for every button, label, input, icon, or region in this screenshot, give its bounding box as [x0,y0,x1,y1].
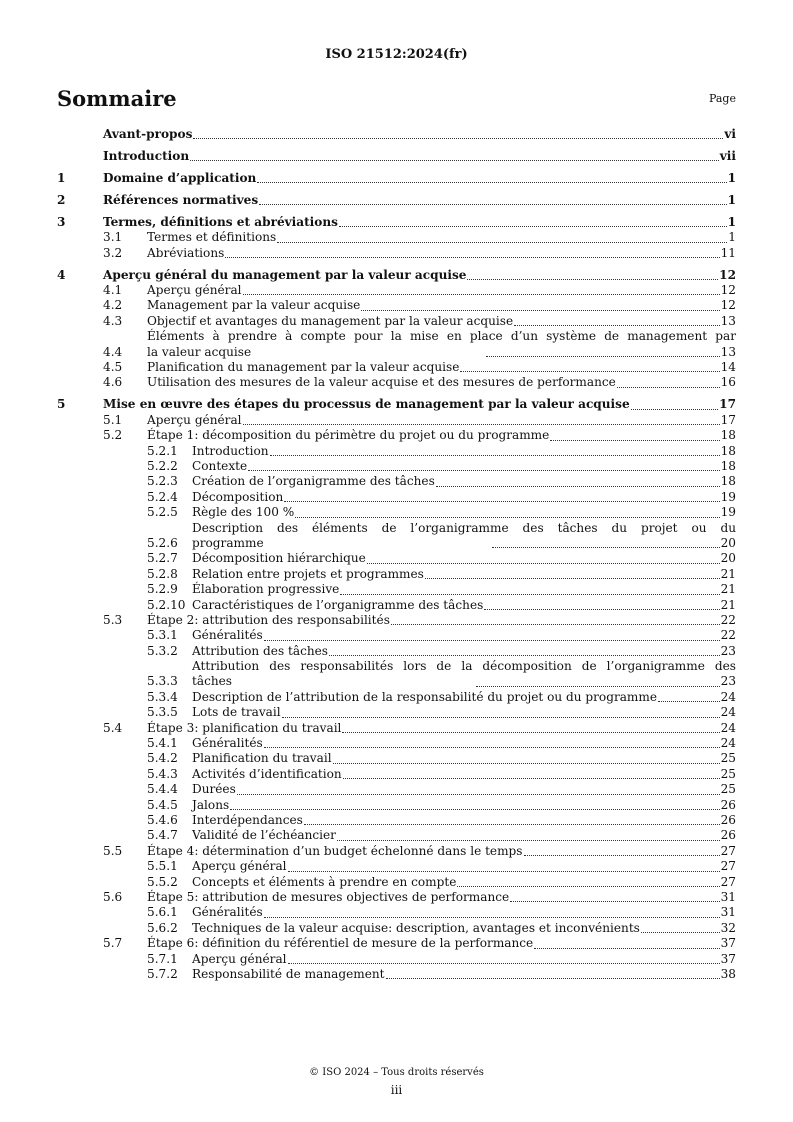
document-header-id: ISO 21512:2024(fr) [325,47,468,62]
dot-leader [492,547,719,548]
toc-entry-number: 2 [57,192,66,207]
dot-leader [190,160,719,161]
toc-entry-number: 4.6 [103,375,123,390]
toc-entry[interactable] [57,444,736,459]
toc-entry-number: 5.3.2 [147,643,178,658]
toc-entry-title: Interdépendances [192,813,303,827]
toc-entry-title: Lots de travail [192,705,281,720]
toc-entry-page: 13 [720,344,737,359]
toc-entry-title: Management par la valeur acquise [147,298,361,313]
toc-entry[interactable] [57,149,736,164]
toc-entry-number: 5.4.4 [147,782,178,797]
dot-leader [524,855,720,856]
toc-entry-page: 17 [720,412,736,427]
dot-leader [333,763,720,764]
dot-leader [329,655,720,656]
toc-entry-number: 5.2.1 [147,443,178,458]
toc-entry-page: 12 [720,283,736,298]
toc-entry-title: Avant-propos [103,126,193,141]
toc-entry-page: 18 [720,428,736,443]
dot-leader [248,470,719,471]
toc-entry-page: 32 [720,920,736,935]
toc-entry-page: 27 [720,859,736,874]
toc-entry-title: Éléments à prendre à compte pour la mise en place d’un système de management par [147,329,736,344]
toc-entry-page: 31 [720,905,736,920]
toc-entry[interactable] [57,628,736,643]
toc-entry-page: 27 [720,874,736,889]
toc-entry-number: 4.1 [103,283,123,298]
toc-entry-title: Aperçu général [147,412,242,427]
toc-entry-number: 5.3.4 [147,689,178,704]
toc-entry[interactable] [57,690,736,705]
dot-leader [510,901,719,902]
dot-leader [343,778,720,779]
toc-entry[interactable] [57,505,736,520]
dot-leader [361,310,719,311]
dot-leader [467,279,718,280]
toc-entry-title: Création de l’organigramme des tâches [192,474,435,489]
toc-entry-number: 5.4.1 [147,736,178,751]
toc-entry[interactable] [57,230,736,245]
toc-entry-number: 5.3.1 [147,628,178,643]
toc-entry-title: Activités d’identification [192,766,342,781]
toc-entry[interactable] [57,598,736,613]
toc-entry[interactable] [57,813,736,828]
toc-entry-number: 5.7.1 [147,951,178,966]
toc-entry[interactable] [57,844,736,859]
dot-leader [460,371,719,372]
toc-entry[interactable] [57,428,736,443]
toc-entry-number: 3 [57,214,66,229]
page-column-label: Page [708,92,736,105]
toc-entry-page: 31 [720,889,736,904]
page-number: iii [390,1083,403,1097]
toc-entry[interactable] [57,193,736,208]
toc-entry-title: Utilisation des mesures de la valeur acquise et des mesures de performance [147,375,616,390]
toc-entry-page: 25 [720,751,736,766]
toc-entry-title: Domaine d’application [103,170,257,185]
toc-entry-number: 4.4 [103,344,123,359]
toc-entry-number: 3.2 [103,245,123,260]
toc-entry-number: 4.2 [103,298,123,313]
toc-entry-number: 5.5.2 [147,874,178,889]
dot-leader [259,204,726,205]
dot-leader [243,294,720,295]
dot-leader [631,409,718,410]
toc-entry[interactable] [57,890,736,905]
toc-entry-title: Étape 2: attribution des responsabilités [147,612,390,627]
toc-entry-title: Durées [192,782,236,797]
toc-entry-title: Généralités [192,905,263,920]
toc-entry-page: 21 [720,582,736,597]
toc-entry-page: 18 [720,443,736,458]
toc-entry[interactable] [57,659,736,690]
toc-entry-title: Étape 1: décomposition du périmètre du projet ou du programme [147,428,550,443]
toc-entry-page: 26 [720,813,736,827]
toc-entry-title-continued: tâches [192,674,232,689]
toc-entry[interactable] [57,767,736,782]
toc-entry[interactable] [57,967,736,982]
toc-entry-page: 18 [720,474,736,489]
toc-entry[interactable] [57,314,736,329]
dot-leader [342,732,719,733]
toc-entry-title: Jalons [192,797,230,812]
toc-entry[interactable] [57,171,736,186]
toc-entry-page: vii [719,148,736,163]
toc-entry-page: 27 [720,843,736,858]
toc-entry-title: Introduction [103,148,190,163]
toc-entry-page: 26 [720,828,736,843]
toc-entry-title: Aperçu général du management par la valeur acquise [103,267,467,282]
toc-entry-number: 5.6 [103,889,123,904]
dot-leader [658,701,720,702]
toc-entry-title-continued: programme [192,535,264,550]
toc-entry-number: 5.3.3 [147,674,178,689]
toc-entry-number: 5.4 [103,720,123,735]
dot-leader [534,948,719,949]
toc-entry-number: 5.1 [103,412,123,427]
dot-leader [282,717,720,718]
toc-entry-title: Aperçu général [192,951,287,966]
toc-entry-title: Responsabilité de management [192,966,385,981]
toc-entry-title: Étape 3: planification du travail [147,720,342,735]
toc-entry-page: 25 [720,782,736,797]
toc-entry-title: Mise en œuvre des étapes du processus de management par la valeur acquise [103,397,630,412]
toc-entry-title: Termes, définitions et abréviations [103,214,338,229]
toc-entry-number: 1 [57,170,66,185]
toc-entry-title: Décomposition hiérarchique [192,551,366,566]
dot-leader [337,840,720,841]
toc-entry-page: 24 [720,736,736,751]
dot-leader [340,594,719,595]
dot-leader [641,932,720,933]
toc-entry-page: 24 [720,720,736,735]
toc-entry-page: 38 [720,966,736,981]
toc-entry[interactable] [57,360,736,375]
dot-leader [339,226,727,227]
dot-leader [230,809,719,810]
toc-entry-title: Introduction [192,443,269,458]
toc-entry[interactable] [57,329,736,360]
toc-entry-page: 20 [720,551,736,566]
table-of-contents [57,127,736,982]
dot-leader [514,325,720,326]
toc-entry-number: 5.2.4 [147,489,178,504]
toc-entry-number: 5.5 [103,843,123,858]
toc-entry-number: 4 [57,267,66,282]
toc-entry-number: 5.4.3 [147,766,178,781]
toc-entry[interactable] [57,705,736,720]
toc-entry-page: 21 [720,566,736,581]
toc-entry[interactable] [57,936,736,951]
dot-leader [391,624,720,625]
toc-entry-number: 5.2.6 [147,535,178,550]
toc-entry[interactable] [57,613,736,628]
toc-entry-page: 14 [720,360,736,375]
toc-entry[interactable] [57,828,736,843]
dot-leader [617,387,720,388]
toc-entry[interactable] [57,859,736,874]
toc-entry-number: 4.3 [103,313,123,328]
dot-leader [304,824,720,825]
toc-entry[interactable] [57,751,736,766]
toc-entry-page: 12 [720,298,736,313]
dot-leader [367,563,720,564]
toc-entry-number: 5.2.9 [147,582,178,597]
toc-entry-page: 18 [720,458,736,473]
dot-leader [243,424,720,425]
toc-entry[interactable] [57,397,736,412]
toc-entry-title: Attribution des tâches [192,643,329,658]
toc-entry-title: Aperçu général [147,283,242,298]
dot-leader [425,578,720,579]
toc-entry-title: Règle des 100 % [192,505,295,520]
toc-entry-title: Décomposition [192,489,284,504]
dot-leader [476,686,719,687]
toc-entry-page: 37 [720,951,736,966]
dot-leader [288,963,720,964]
toc-entry-number: 5.2.5 [147,505,178,520]
toc-entry-number: 5.4.5 [147,797,178,812]
toc-entry-title-continued: la valeur acquise [147,344,252,359]
toc-entry-title: Généralités [192,628,263,643]
dot-leader [386,978,720,979]
toc-entry-page: 22 [720,628,736,643]
dot-leader [288,871,720,872]
toc-entry-number: 5.6.1 [147,905,178,920]
dot-leader [484,609,719,610]
toc-entry-page: 23 [720,674,737,689]
toc-entry[interactable] [57,474,736,489]
toc-entry-number: 5.7 [103,936,123,951]
toc-entry-page: 24 [720,689,736,704]
dot-leader [193,138,723,139]
toc-entry[interactable] [57,298,736,313]
toc-entry-page: 23 [720,643,736,658]
toc-entry[interactable] [57,644,736,659]
dot-leader [270,455,720,456]
toc-entry-number: 4.5 [103,360,123,375]
toc-entry-page: 24 [720,705,736,720]
dot-leader [550,440,719,441]
toc-entry-title: Généralités [192,736,263,751]
toc-entry-title: Étape 6: définition du référentiel de mesure de la performance [147,936,534,951]
toc-entry-page: 19 [720,505,736,520]
toc-entry-number: 5.2.3 [147,474,178,489]
toc-entry-title: Abréviations [147,245,225,260]
toc-entry-number: 5.4.2 [147,751,178,766]
toc-entry[interactable] [57,921,736,936]
toc-entry-page: 13 [720,313,736,328]
dot-leader [284,501,719,502]
toc-entry-page: 25 [720,766,736,781]
toc-entry-title: Termes et définitions [147,230,277,245]
toc-entry-page: 11 [720,245,736,260]
toc-entry[interactable] [57,798,736,813]
dot-leader [237,794,720,795]
toc-entry[interactable] [57,567,736,582]
toc-entry[interactable] [57,459,736,474]
toc-entry-number: 5.2.7 [147,551,178,566]
toc-entry[interactable] [57,490,736,505]
toc-entry-title: Étape 4: détermination d’un budget échelonné dans le temps [147,843,523,858]
dot-leader [457,886,719,887]
dot-leader [264,747,720,748]
toc-entry-title: Objectif et avantages du management par la valeur acquise [147,313,514,328]
toc-entry-number: 5.2 [103,428,123,443]
toc-entry-title: Description de l’attribution de la responsabilité du projet ou du programme [192,689,658,704]
toc-entry-title: Attribution des responsabilités lors de la décomposition de l’organigramme des [192,659,736,674]
toc-entry-number: 5.2.8 [147,566,178,581]
dot-leader [277,242,727,243]
toc-entry[interactable] [57,268,736,283]
toc-entry-page: 1 [727,192,736,207]
toc-entry-page: vi [724,126,736,141]
toc-entry-page: 1 [728,230,736,245]
toc-entry-page: 37 [720,936,736,951]
dot-leader [486,356,720,357]
toc-entry[interactable] [57,721,736,736]
toc-entry[interactable] [57,375,736,390]
toc-entry-title: Élaboration progressive [192,582,340,597]
toc-entry-number: 5.6.2 [147,920,178,935]
toc-entry[interactable] [57,127,736,142]
toc-entry[interactable] [57,782,736,797]
toc-entry[interactable] [57,736,736,751]
toc-entry-number: 5.3 [103,612,123,627]
dot-leader [225,257,719,258]
dot-leader [436,486,720,487]
toc-entry-number: 5.2.10 [147,597,186,612]
toc-entry[interactable] [57,551,736,566]
toc-title: Sommaire [57,86,177,111]
toc-entry-number: 5.4.7 [147,828,178,843]
toc-entry[interactable] [57,215,736,230]
toc-entry-number: 5.4.6 [147,813,178,827]
toc-entry[interactable] [57,413,736,428]
toc-entry-page: 17 [719,397,736,412]
toc-entry-page: 22 [720,612,736,627]
dot-leader [264,640,720,641]
toc-entry-title: Techniques de la valeur acquise: description, avantages et inconvénients [192,920,640,935]
toc-entry[interactable] [57,283,736,298]
toc-entry-number: 5.5.1 [147,859,178,874]
toc-entry-title: Validité de l’échéancier [192,828,336,843]
toc-entry-page: 21 [720,597,736,612]
toc-entry[interactable] [57,521,736,552]
toc-entry-page: 12 [719,267,736,282]
toc-entry-title: Concepts et éléments à prendre en compte [192,874,457,889]
toc-entry-title: Caractéristiques de l’organigramme des tâches [192,597,484,612]
toc-entry-page: 20 [720,535,736,550]
toc-entry-page: 16 [720,375,736,390]
toc-entry-title: Contexte [192,458,248,473]
toc-entry-title: Aperçu général [192,859,287,874]
toc-entry-title: Planification du management par la valeur acquise [147,360,460,375]
toc-entry-title: Description des éléments de l’organigramme des tâches du projet ou du [192,520,736,535]
toc-entry-title: Étape 5: attribution de mesures objectives de performance [147,889,510,904]
toc-entry[interactable] [57,246,736,261]
dot-leader [264,917,720,918]
toc-entry-page: 1 [727,214,736,229]
toc-entry-number: 3.1 [103,230,123,245]
toc-entry-page: 19 [720,489,736,504]
toc-entry[interactable] [57,582,736,597]
dot-leader [295,517,719,518]
toc-entry[interactable] [57,875,736,890]
toc-entry-number: 5.3.5 [147,705,178,720]
toc-entry-page: 26 [720,797,736,812]
toc-entry[interactable] [57,905,736,920]
copyright-footer: © ISO 2024 – Tous droits réservés [309,1067,484,1078]
toc-entry-page: 1 [727,170,736,185]
toc-entry[interactable] [57,952,736,967]
toc-entry-number: 5.2.2 [147,458,178,473]
toc-entry-title: Planification du travail [192,751,332,766]
toc-entry-title: Relation entre projets et programmes [192,566,424,581]
dot-leader [257,182,726,183]
toc-entry-number: 5.7.2 [147,966,178,981]
toc-entry-title: Références normatives [103,192,259,207]
toc-entry-number: 5 [57,397,66,412]
